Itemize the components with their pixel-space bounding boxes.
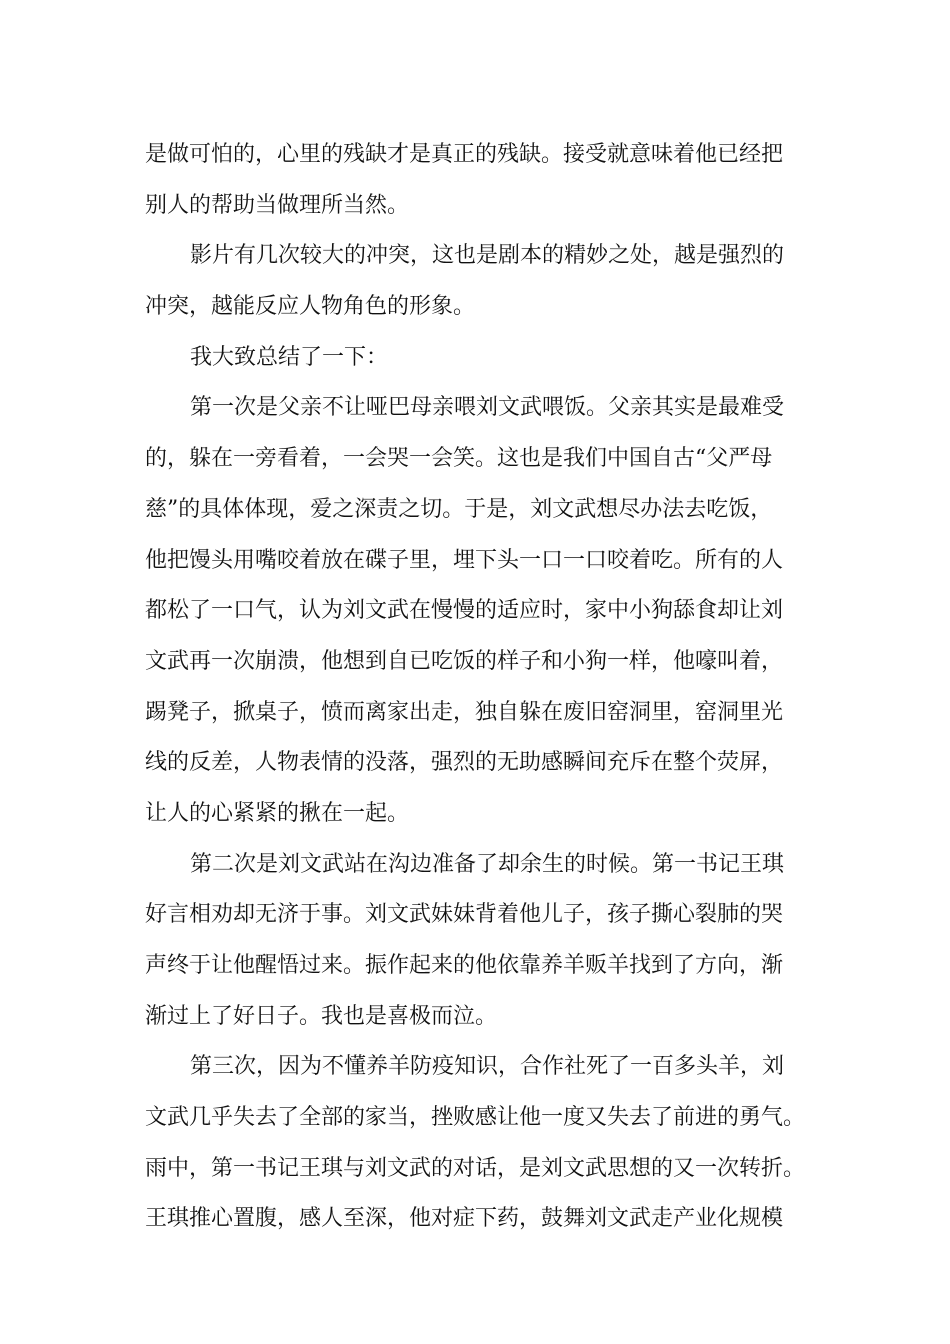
text-line: 第三次，因为不懂养羊防疫知识，合作社死了一百多头羊，刘 [190,1054,785,1080]
text-line: 第一次是父亲不让哑巴母亲喂刘文武喂饭。父亲其实是最难受 [190,395,785,421]
text-line: 文武几乎失去了全部的家当，挫败感让他一度又失去了前进的勇气。 [145,1105,806,1131]
text-line: 文武再一次崩溃，他想到自已吃饭的样子和小狗一样，他嚎叫着， [145,648,784,674]
text-line: 王琪推心置腹，感人至深，他对症下药，鼓舞刘文武走产业化规模 [145,1206,784,1232]
text-line: 线的反差，人物表情的没落，强烈的无助感瞬间充斥在整个荧屏， [145,750,784,776]
text-line: 的，躲在一旁看着，一会哭一会笑。这也是我们中国自古“父严母 [145,446,773,472]
text-line: 我大致总结了一下： [190,344,389,370]
text-line: 踢凳子，掀桌子，愤而离家出走，独自躲在废旧窑洞里，窑洞里光 [145,699,784,725]
text-line: 慈”的具体体现，爱之深责之切。于是，刘文武想尽办法去吃饭， [145,496,773,522]
text-line: 第二次是刘文武站在沟边准备了却余生的时候。第一书记王琪 [190,851,785,877]
text-line: 是做可怕的，心里的残缺才是真正的残缺。接受就意味着他已经把 [145,142,784,167]
text-line: 让人的心紧紧的揪在一起。 [145,800,410,826]
text-line: 雨中，第一书记王琪与刘文武的对话，是刘文武思想的又一次转折。 [145,1155,806,1181]
text-line: 都松了一口气，认为刘文武在慢慢的适应时，家中小狗舔食却让刘 [145,598,784,624]
text-line: 声终于让他醒悟过来。振作起来的他依靠养羊贩羊找到了方向，渐 [145,953,784,978]
body-text [145,130,825,1245]
text-line: 冲突，越能反应人物角色的形象。 [145,294,476,320]
text-line: 影片有几次较大的冲突，这也是剧本的精妙之处，越是强烈的 [190,243,785,269]
text-line: 渐过上了好日子。我也是喜极而泣。 [145,1003,498,1029]
text-line: 他把馒头用嘴咬着放在碟子里，埋下头一口一口咬着吃。所有的人 [145,547,784,573]
text-line: 别人的帮助当做理所当然。 [145,192,410,218]
text-line: 好言相劝却无济于事。刘文武妹妹背着他儿子，孩子撕心裂肺的哭 [145,902,784,928]
